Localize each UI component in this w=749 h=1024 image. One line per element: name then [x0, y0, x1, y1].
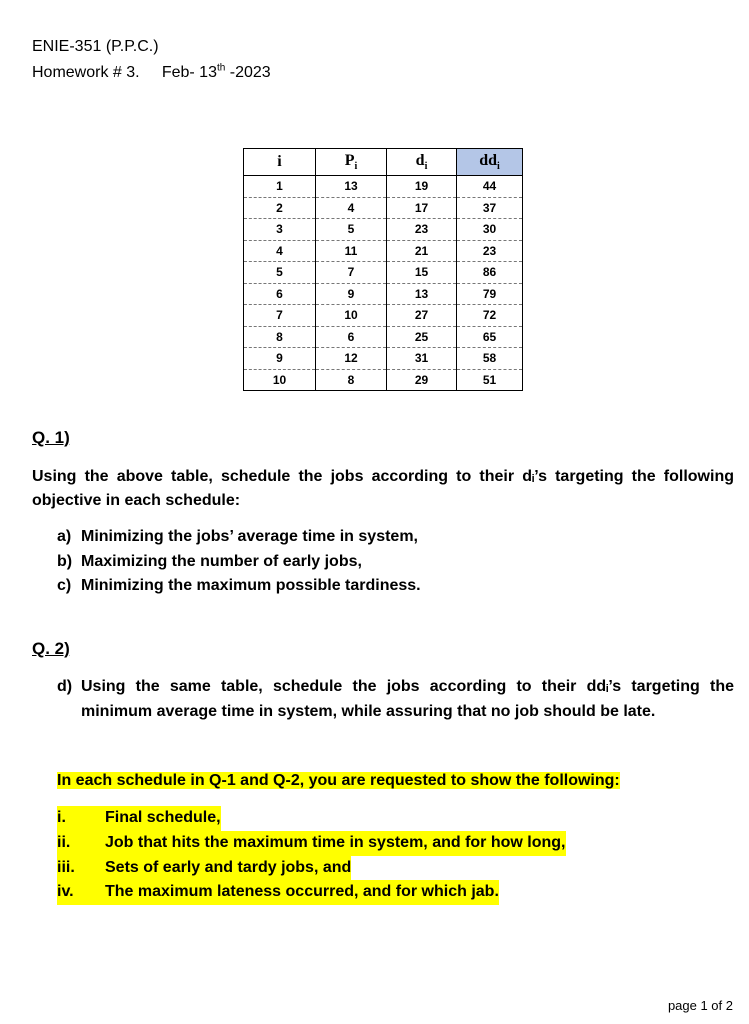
cell-i: 9: [244, 348, 316, 370]
q2-heading: Q. 2): [32, 639, 70, 658]
item-text: Final schedule,: [105, 809, 221, 826]
table-row: [244, 283, 523, 305]
cell-dd: 51: [457, 369, 523, 391]
date-superscript: th: [216, 62, 226, 74]
item-text: Job that hits the maximum time in system, and for how long,: [105, 833, 566, 851]
q1-heading: Q. 1): [32, 428, 70, 447]
page-number: page 1 of 2: [667, 998, 733, 1013]
q2-item: [57, 674, 734, 724]
item-number: i.: [57, 809, 66, 826]
cell-i: 6: [244, 283, 316, 305]
cell-p: 8: [316, 369, 387, 391]
cell-d: 23: [387, 219, 457, 241]
cell-p: 5: [316, 219, 387, 241]
cell-dd: 30: [457, 219, 523, 241]
cell-d: 27: [387, 305, 457, 327]
col-header-p: $P_i$: [316, 149, 387, 176]
table-body: [244, 176, 523, 391]
date-prefix: Feb- 13: [161, 64, 217, 81]
item-number: iii.: [57, 858, 75, 876]
item-text: Using the same table, schedule the jobs according to their ddᵢ’s targeting the minimum average time in system, while assuring that no job should be late.: [81, 678, 734, 720]
cell-i: 4: [244, 240, 316, 262]
cell-dd: 37: [457, 197, 523, 219]
item-number: ii.: [57, 833, 71, 851]
cell-i: 7: [244, 305, 316, 327]
cell-i: 8: [244, 326, 316, 348]
col-header-dd: $dd_i$: [457, 149, 523, 176]
item-text: Sets of early and tardy jobs, and: [105, 858, 352, 876]
item-label: c): [57, 577, 72, 594]
document-header: [32, 34, 271, 86]
cell-dd: 58: [457, 348, 523, 370]
cell-d: 17: [387, 197, 457, 219]
table-header-row: [244, 149, 523, 176]
requirements-intro: In each schedule in Q-1 and Q-2, you are requested to show the following:: [57, 772, 620, 789]
cell-dd: 79: [457, 283, 523, 305]
cell-d: 13: [387, 283, 457, 305]
table-row: [244, 348, 523, 370]
table-row: [244, 197, 523, 219]
cell-i: 5: [244, 262, 316, 284]
cell-d: 21: [387, 240, 457, 262]
list-item: [57, 574, 421, 599]
cell-dd: 23: [457, 240, 523, 262]
list-item: [57, 880, 566, 905]
cell-i: 2: [244, 197, 316, 219]
course-title: ENIE-351 (P.P.C.): [32, 38, 159, 55]
cell-dd: 72: [457, 305, 523, 327]
q1-intro: Using the above table, schedule the jobs according to their dᵢ’s targeting the following objective in each schedule:: [32, 468, 734, 509]
cell-p: 4: [316, 197, 387, 219]
table-row: [244, 305, 523, 327]
list-item: [57, 806, 566, 831]
item-label: a): [57, 528, 72, 545]
table-row: [244, 219, 523, 241]
item-text: The maximum lateness occurred, and for which jab.: [105, 883, 499, 901]
cell-p: 9: [316, 283, 387, 305]
item-number: iv.: [57, 883, 74, 901]
cell-d: 31: [387, 348, 457, 370]
cell-dd: 86: [457, 262, 523, 284]
col-header-i: i: [244, 149, 316, 176]
cell-dd: 65: [457, 326, 523, 348]
jobs-table: [243, 148, 523, 391]
table-row: [244, 240, 523, 262]
date-suffix: -2023: [225, 64, 271, 81]
cell-i: 10: [244, 369, 316, 391]
cell-p: 7: [316, 262, 387, 284]
list-item: [57, 550, 421, 575]
cell-p: 13: [316, 176, 387, 198]
cell-i: 3: [244, 219, 316, 241]
q1-objectives-list: [57, 525, 421, 599]
item-label: b): [57, 552, 73, 570]
table-row: [244, 262, 523, 284]
list-item: [57, 831, 566, 856]
item-text: Maximizing the number of early jobs,: [81, 552, 362, 570]
cell-d: 29: [387, 369, 457, 391]
cell-d: 25: [387, 326, 457, 348]
cell-p: 6: [316, 326, 387, 348]
cell-i: 1: [244, 176, 316, 198]
homework-line: [32, 60, 271, 86]
table-row: [244, 176, 523, 198]
requirements-list: [57, 806, 566, 905]
item-text: Minimizing the maximum possible tardiness.: [81, 577, 421, 594]
cell-p: 10: [316, 305, 387, 327]
item-label: d): [57, 678, 73, 695]
table-row: [244, 326, 523, 348]
cell-dd: 44: [457, 176, 523, 198]
item-text: Minimizing the jobs’ average time in system,: [81, 528, 418, 545]
cell-p: 11: [316, 240, 387, 262]
table-row: [244, 369, 523, 391]
cell-p: 12: [316, 348, 387, 370]
cell-d: 15: [387, 262, 457, 284]
list-item: [57, 525, 421, 550]
homework-label: Homework # 3.: [32, 64, 140, 81]
cell-d: 19: [387, 176, 457, 198]
list-item: [57, 856, 566, 881]
col-header-d: $d_i$: [387, 149, 457, 176]
